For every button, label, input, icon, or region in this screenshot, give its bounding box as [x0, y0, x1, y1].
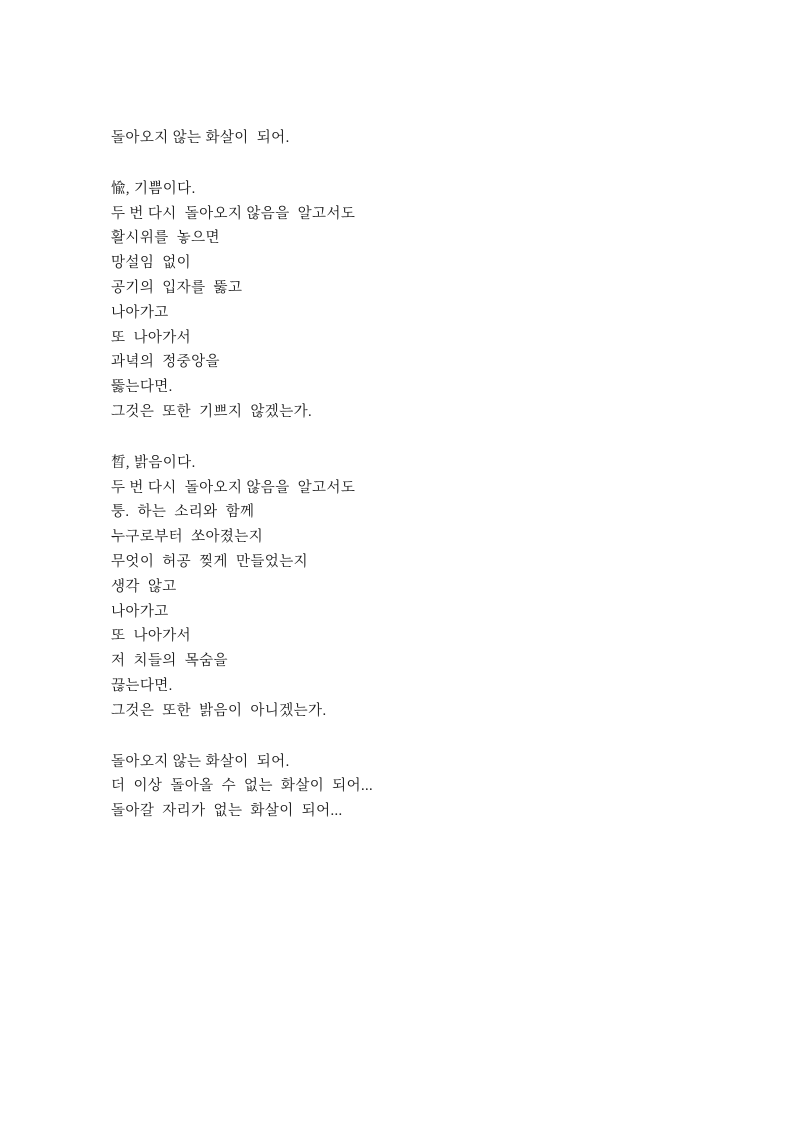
poem-stanza — [111, 750, 711, 824]
poem-line: 愉, 기쁨이다. — [111, 180, 196, 197]
poem-line: 더 이상 돌아올 수 없는 화살이 되어... — [111, 778, 374, 795]
poem-line: 두 번 다시 돌아오지 않음을 알고서도 — [111, 479, 356, 496]
poem-line: 돌아오지 않는 화살이 되어. — [111, 753, 290, 770]
poem-line: 돌아오지 않는 화살이 되어. — [111, 130, 290, 146]
poem-line: 활시위를 놓으면 — [111, 230, 220, 247]
poem-body — [111, 126, 711, 824]
poem-line: 나아가고 — [111, 603, 169, 620]
poem-line: 무엇이 허공 찢게 만들었는지 — [111, 553, 309, 570]
poem-stanza — [111, 126, 711, 151]
poem-line: 누구로부터 쏘아졌는지 — [111, 529, 264, 546]
poem-line: 끊는다면. — [111, 677, 173, 694]
poem-line: 나아가고 — [111, 304, 169, 321]
poem-line: 晳, 밝음이다. — [111, 454, 196, 471]
poem-stanza — [111, 177, 711, 425]
poem-line: 두 번 다시 돌아오지 않음을 알고서도 — [111, 205, 356, 222]
poem-line: 과녁의 정중앙을 — [111, 354, 220, 371]
poem-line: 그것은 또한 밝음이 아니겠는가. — [111, 702, 327, 719]
poem-line: 생각 않고 — [111, 578, 177, 595]
poem-line: 저 치들의 목숨을 — [111, 653, 228, 670]
poem-line: 그것은 또한 기쁘지 않겠는가. — [111, 403, 313, 420]
poem-line: 또 나아가서 — [111, 628, 192, 645]
poem-line: 뚫는다면. — [111, 379, 173, 396]
poem-line: 퉁. 하는 소리와 함께 — [111, 504, 255, 521]
poem-stanza — [111, 451, 711, 724]
poem-line: 또 나아가서 — [111, 329, 192, 346]
poem-line: 돌아갈 자리가 없는 화살이 되어... — [111, 803, 343, 820]
poem-line: 공기의 입자를 뚫고 — [111, 279, 243, 296]
poem-line: 망설임 없이 — [111, 255, 192, 272]
